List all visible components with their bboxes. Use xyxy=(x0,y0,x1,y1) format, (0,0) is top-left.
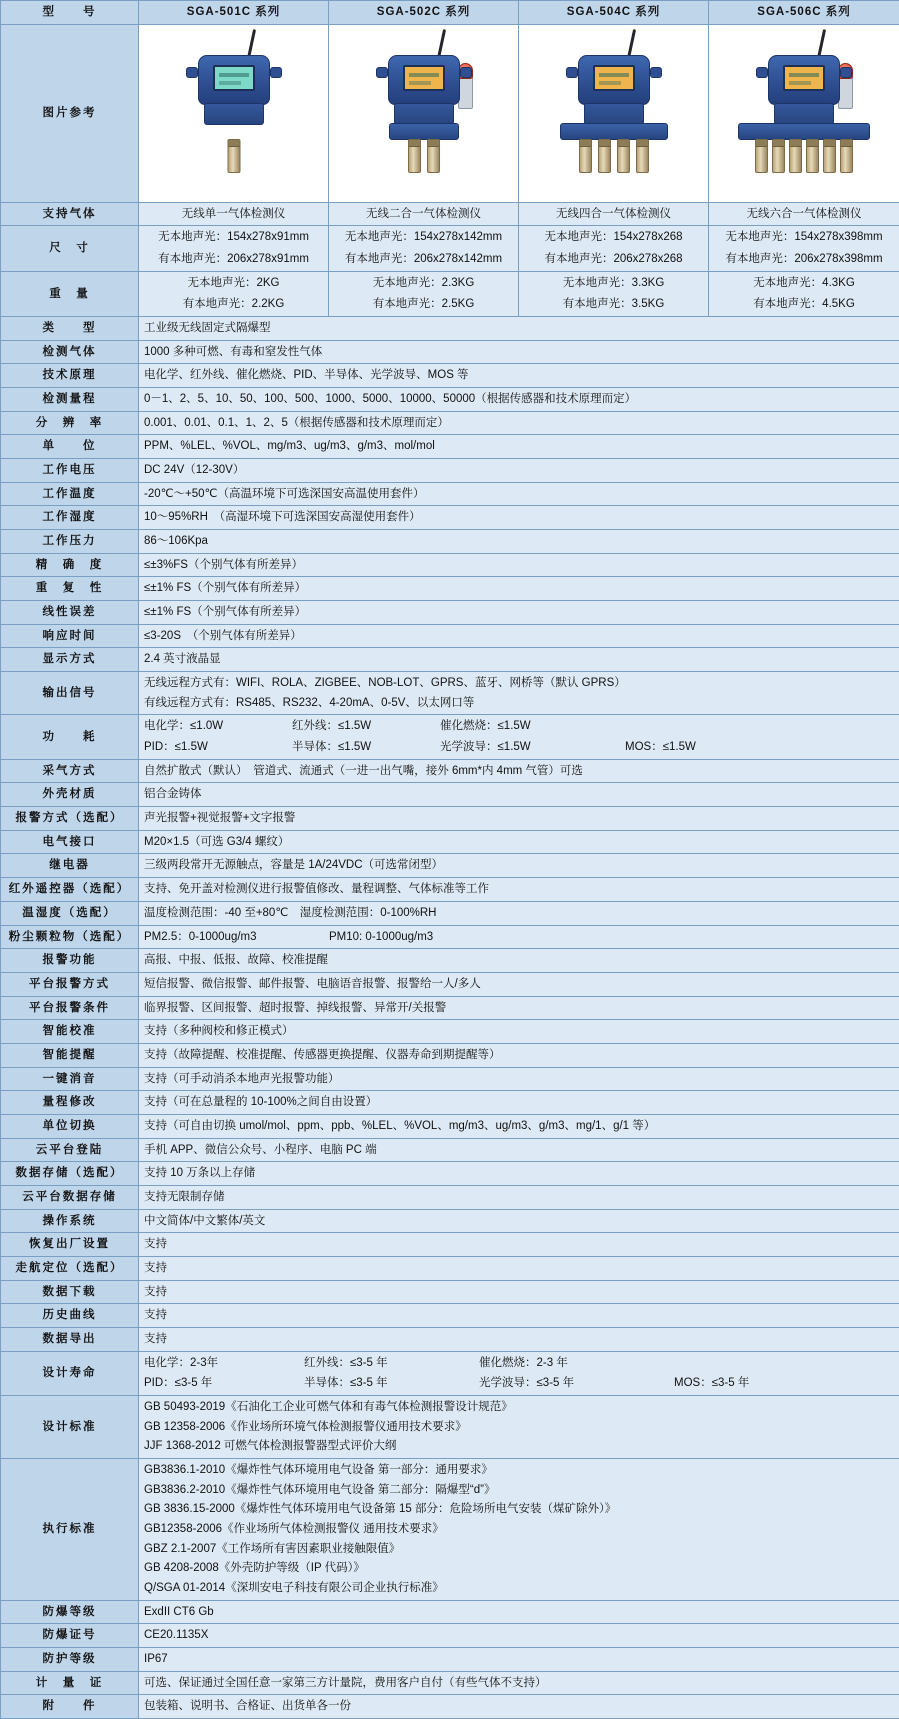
size-with-alarm: 有本地声光：206x278x91mm xyxy=(144,251,323,268)
table-row-alarm-mode xyxy=(1,807,899,831)
row-value-response-time: ≤3-20S （个别气体有所差异） xyxy=(139,624,899,648)
row-value-design-standard xyxy=(139,1395,899,1458)
row-label-output-signal: 输出信号 xyxy=(1,672,139,715)
size-no-alarm: 无本地声光：154x278x398mm xyxy=(714,229,894,246)
row-label-repeatability: 重 复 性 xyxy=(1,577,139,601)
size-no-alarm: 无本地声光：154x278x91mm xyxy=(144,229,323,246)
row-value-unit: PPM、%LEL、%VOL、mg/m3、ug/m3、g/m3、mol/mol xyxy=(139,435,899,459)
lcd-display xyxy=(783,65,825,91)
row-label-cloud-storage: 云平台数据存储 xyxy=(1,1185,139,1209)
probe-cap xyxy=(824,140,835,147)
weight-with-alarm: 有本地声光：2.2KG xyxy=(144,296,323,313)
row-value-temp-humidity-option: 温度检测范围：-40 至+80℃ 湿度检测范围：0-100%RH xyxy=(139,901,899,925)
display-line-2 xyxy=(789,81,811,85)
product-photo-1 xyxy=(139,24,329,202)
probe-cap xyxy=(637,140,648,147)
display-line-1 xyxy=(409,73,439,77)
row-label-factory-reset: 恢复出厂设置 xyxy=(1,1233,139,1257)
row-value-accuracy: ≤±3%FS（个别气体有所差异） xyxy=(139,553,899,577)
display-line-2 xyxy=(599,81,621,85)
row-label-pressure: 工作压力 xyxy=(1,530,139,554)
row-label-response-time: 响应时间 xyxy=(1,624,139,648)
lifespan-pid: PID：≤3-5 年 xyxy=(144,1375,304,1392)
sensor-probe-group xyxy=(227,139,240,173)
table-row-shell-material xyxy=(1,783,899,807)
support-gas-4: 无线六合一气体检测仪 xyxy=(709,202,899,226)
manifold xyxy=(560,123,668,140)
sensor-probe xyxy=(617,139,630,173)
row-value-exec-standard xyxy=(139,1458,899,1600)
power-pid: PID：≤1.5W xyxy=(144,739,292,756)
row-label-alarm-mode: 报警方式（选配） xyxy=(1,807,139,831)
probe-cap xyxy=(773,140,784,147)
row-value-gps-option: 支持 xyxy=(139,1256,899,1280)
weight-no-alarm: 无本地声光：2.3KG xyxy=(334,275,513,292)
row-label-metrology-cert: 计 量 证 xyxy=(1,1671,139,1695)
table-row-ex-cert-no xyxy=(1,1624,899,1648)
row-label-principle: 技术原理 xyxy=(1,364,139,388)
exec-standard-line: Q/SGA 01-2014《深圳安电子科技有限公司企业执行标准》 xyxy=(144,1580,894,1597)
weight-no-alarm: 无本地声光：2KG xyxy=(144,275,323,292)
row-label-design-lifespan: 设计寿命 xyxy=(1,1351,139,1395)
lifespan-line-1 xyxy=(144,1355,894,1372)
row-value-voltage: DC 24V（12-30V） xyxy=(139,459,899,483)
row-value-operating-system: 中文简体/中文繁体/英文 xyxy=(139,1209,899,1233)
sensor-probe-group xyxy=(579,139,649,173)
support-gas-1: 无线单一气体检测仪 xyxy=(139,202,329,226)
model-col-2: SGA-502C 系列 xyxy=(329,1,519,25)
row-label-shell-material: 外壳材质 xyxy=(1,783,139,807)
size-col-2 xyxy=(329,226,519,271)
power-line-1 xyxy=(144,718,894,735)
table-row-accuracy xyxy=(1,553,899,577)
table-row-ip-rating xyxy=(1,1648,899,1672)
sensor-probe xyxy=(789,139,802,173)
support-gas-2: 无线二合一气体检测仪 xyxy=(329,202,519,226)
table-row-output-signal xyxy=(1,672,899,715)
weight-no-alarm: 无本地声光：3.3KG xyxy=(524,275,703,292)
table-row-relay xyxy=(1,854,899,878)
dust-pm10: PM10: 0-1000ug/m3 xyxy=(329,929,514,946)
sensor-probe xyxy=(427,139,440,173)
table-row-design-standard xyxy=(1,1395,899,1458)
sensor-probe xyxy=(755,139,768,173)
row-label-smart-calibration: 智能校准 xyxy=(1,1020,139,1044)
detector-housing xyxy=(198,55,270,105)
row-label-range-modify: 量程修改 xyxy=(1,1091,139,1115)
table-row-support-gas xyxy=(1,202,899,226)
table-row-size xyxy=(1,226,899,271)
row-value-repeatability: ≤±1% FS（个别气体有所差异） xyxy=(139,577,899,601)
lcd-display xyxy=(593,65,635,91)
row-label-mute: 一键消音 xyxy=(1,1067,139,1091)
display-line-1 xyxy=(599,73,629,77)
model-col-4: SGA-506C 系列 xyxy=(709,1,899,25)
row-value-smart-reminder: 支持（故障提醒、校准提醒、传感器更换提醒、仪器寿命到期提醒等） xyxy=(139,1043,899,1067)
row-label-detect-gas: 检测气体 xyxy=(1,340,139,364)
table-row-alarm-function xyxy=(1,949,899,973)
row-value-platform-alarm-condition: 临界报警、区间报警、超时报警、掉线报警、异常开/关报警 xyxy=(139,996,899,1020)
mount-bracket-right xyxy=(840,67,852,78)
support-gas-3: 无线四合一气体检测仪 xyxy=(519,202,709,226)
row-label-smart-reminder: 智能提醒 xyxy=(1,1043,139,1067)
row-value-mute: 支持（可手动消杀本地声光报警功能） xyxy=(139,1067,899,1091)
row-value-detect-gas: 1000 多种可燃、有毒和窒发性气体 xyxy=(139,340,899,364)
power-line-2 xyxy=(144,739,894,756)
weight-with-alarm: 有本地声光：3.5KG xyxy=(524,296,703,313)
table-row-humidity xyxy=(1,506,899,530)
row-value-data-download: 支持 xyxy=(139,1280,899,1304)
row-label-platform-alarm-mode: 平台报警方式 xyxy=(1,972,139,996)
row-label-alarm-function: 报警功能 xyxy=(1,949,139,973)
table-row-repeatability xyxy=(1,577,899,601)
table-row-resolution xyxy=(1,411,899,435)
sensor-probe xyxy=(408,139,421,173)
probe-cap xyxy=(599,140,610,147)
power-optical: 光学波导：≤1.5W xyxy=(440,739,625,756)
model-col-1: SGA-501C 系列 xyxy=(139,1,329,25)
detector-base xyxy=(394,103,454,125)
row-label-data-storage: 数据存储（选配） xyxy=(1,1162,139,1186)
row-value-factory-reset: 支持 xyxy=(139,1233,899,1257)
probe-cap xyxy=(428,140,439,147)
row-label-dust: 粉尘颗粒物（选配） xyxy=(1,925,139,949)
weight-col-3 xyxy=(519,271,709,316)
table-row-data-download xyxy=(1,1280,899,1304)
exec-standard-line: GB12358-2006《作业场所气体检测报警仪 通用技术要求》 xyxy=(144,1521,894,1538)
table-row-principle xyxy=(1,364,899,388)
row-value-platform-alarm-mode: 短信报警、微信报警、邮件报警、电脑语音报警、报警给一人/多人 xyxy=(139,972,899,996)
manifold xyxy=(738,123,870,140)
row-value-data-export: 支持 xyxy=(139,1327,899,1351)
table-row-operating-system xyxy=(1,1209,899,1233)
detector-base xyxy=(204,103,264,125)
row-value-accessories: 包装箱、说明书、合格证、出货单各一份 xyxy=(139,1695,899,1719)
row-label-range: 检测量程 xyxy=(1,388,139,412)
dust-pm25: PM2.5：0-1000ug/m3 xyxy=(144,929,329,946)
mount-bracket-left xyxy=(186,67,198,78)
power-semiconductor: 半导体：≤1.5W xyxy=(292,739,440,756)
table-row-linearity xyxy=(1,601,899,625)
table-row-history-curve xyxy=(1,1304,899,1328)
probe-cap xyxy=(409,140,420,147)
row-value-unit-switch: 支持（可自由切换 umol/mol、ppm、ppb、%LEL、%VOL、mg/m3、ug/m3、g/m3、mg/1、g/1 等） xyxy=(139,1114,899,1138)
lifespan-line-2 xyxy=(144,1375,894,1392)
sensor-probe xyxy=(579,139,592,173)
row-value-ex-rating: ExdII CT6 Gb xyxy=(139,1600,899,1624)
row-value-linearity: ≤±1% FS（个别气体有所差异） xyxy=(139,601,899,625)
detector-base xyxy=(774,103,834,125)
weight-col-2 xyxy=(329,271,519,316)
row-value-shell-material: 铝合金铸体 xyxy=(139,783,899,807)
table-row-response-time xyxy=(1,624,899,648)
row-value-design-lifespan xyxy=(139,1351,899,1395)
four-in-one-gas-detector-illustration xyxy=(539,29,689,197)
row-value-electrical-interface: M20×1.5（可选 G3/4 螺纹） xyxy=(139,830,899,854)
row-label-unit: 单 位 xyxy=(1,435,139,459)
table-row-power xyxy=(1,715,899,759)
size-no-alarm: 无本地声光：154x278x142mm xyxy=(334,229,513,246)
weight-no-alarm: 无本地声光：4.3KG xyxy=(714,275,894,292)
table-row-accessories xyxy=(1,1695,899,1719)
row-label-voltage: 工作电压 xyxy=(1,459,139,483)
table-row-ir-remote xyxy=(1,878,899,902)
mount-bracket-right xyxy=(650,67,662,78)
lifespan-catalytic: 催化燃烧：2-3 年 xyxy=(479,1355,674,1372)
row-value-relay: 三级两段常开无源触点，容量是 1A/24VDC（可选常闭型） xyxy=(139,854,899,878)
power-blank xyxy=(625,718,775,735)
row-label-platform-alarm-condition: 平台报警条件 xyxy=(1,996,139,1020)
row-value-smart-calibration: 支持（多种阀校和修正模式） xyxy=(139,1020,899,1044)
exec-standard-line: GB3836.2-2010《爆炸性气体环境用电气设备 第二部分：隔爆型“d”》 xyxy=(144,1482,894,1499)
row-value-cloud-storage: 支持无限制存储 xyxy=(139,1185,899,1209)
table-row-smart-reminder xyxy=(1,1043,899,1067)
detector-base xyxy=(584,103,644,125)
table-row-electrical-interface xyxy=(1,830,899,854)
row-value-temperature: -20℃～+50℃（高温环境下可选深国安高温使用套件） xyxy=(139,482,899,506)
row-label-resolution: 分 辨 率 xyxy=(1,411,139,435)
table-row-temp-humidity-option xyxy=(1,901,899,925)
probe-cap xyxy=(618,140,629,147)
table-row-unit-switch xyxy=(1,1114,899,1138)
row-label-data-download: 数据下载 xyxy=(1,1280,139,1304)
row-label-ex-cert-no: 防爆证号 xyxy=(1,1624,139,1648)
row-label-relay: 继电器 xyxy=(1,854,139,878)
size-with-alarm: 有本地声光：206x278x268 xyxy=(524,251,703,268)
sensor-probe-group xyxy=(755,139,853,173)
table-row-temperature xyxy=(1,482,899,506)
table-row-gps-option xyxy=(1,1256,899,1280)
row-label-temperature: 工作温度 xyxy=(1,482,139,506)
row-label-cloud-login: 云平台登陆 xyxy=(1,1138,139,1162)
sensor-probe xyxy=(840,139,853,173)
row-label-accuracy: 精 确 度 xyxy=(1,553,139,577)
row-label-sampling: 采气方式 xyxy=(1,759,139,783)
table-row-cloud-login xyxy=(1,1138,899,1162)
power-mos: MOS：≤1.5W xyxy=(625,739,775,756)
row-value-dust xyxy=(139,925,899,949)
row-label-support-gas: 支持气体 xyxy=(1,202,139,226)
row-label-weight: 重 量 xyxy=(1,271,139,316)
row-label-size: 尺 寸 xyxy=(1,226,139,271)
sensor-probe xyxy=(636,139,649,173)
weight-col-1 xyxy=(139,271,329,316)
row-value-type: 工业级无线固定式隔爆型 xyxy=(139,317,899,341)
row-value-pressure: 86～106Kpa xyxy=(139,530,899,554)
row-label-image-reference: 图片参考 xyxy=(1,24,139,202)
display-line-1 xyxy=(789,73,819,77)
row-value-range: 0－1、2、5、10、50、100、500、1000、5000、10000、50000（根据传感器和技术原理而定） xyxy=(139,388,899,412)
probe-cap xyxy=(807,140,818,147)
row-label-ip-rating: 防护等级 xyxy=(1,1648,139,1672)
table-row-cloud-storage xyxy=(1,1185,899,1209)
table-row-range xyxy=(1,388,899,412)
power-electrochemical: 电化学：≤1.0W xyxy=(144,718,292,735)
row-value-ex-cert-no: CE20.1135X xyxy=(139,1624,899,1648)
row-label-design-standard: 设计标准 xyxy=(1,1395,139,1458)
table-row-image-reference xyxy=(1,24,899,202)
row-label-model: 型 号 xyxy=(1,1,139,25)
row-value-output-signal xyxy=(139,672,899,715)
lifespan-semiconductor: 半导体：≤3-5 年 xyxy=(304,1375,479,1392)
table-row-detect-gas xyxy=(1,340,899,364)
table-row-type xyxy=(1,317,899,341)
size-col-3 xyxy=(519,226,709,271)
table-row-display xyxy=(1,648,899,672)
size-col-4 xyxy=(709,226,899,271)
detector-housing xyxy=(388,55,460,105)
table-row-voltage xyxy=(1,459,899,483)
detector-housing xyxy=(768,55,840,105)
table-row-design-lifespan xyxy=(1,1351,899,1395)
sensor-probe xyxy=(823,139,836,173)
alarm-beacon-icon xyxy=(838,75,853,109)
exec-standard-line: GB3836.1-2010《爆炸性气体环境用电气设备 第一部分：通用要求》 xyxy=(144,1462,894,1479)
wired-options: 有线远程方式有：RS485、RS232、4-20mA、0-5V、以太网口等 xyxy=(144,695,894,712)
single-gas-detector-illustration xyxy=(159,29,309,197)
table-row-mute xyxy=(1,1067,899,1091)
probe-cap xyxy=(756,140,767,147)
sensor-probe xyxy=(806,139,819,173)
row-label-unit-switch: 单位切换 xyxy=(1,1114,139,1138)
alarm-beacon-icon xyxy=(458,75,473,109)
row-value-sampling: 自然扩散式（默认） 管道式、流通式（一进一出气嘴，接外 6mm*内 4mm 气管）可选 xyxy=(139,759,899,783)
model-col-3: SGA-504C 系列 xyxy=(519,1,709,25)
table-row-range-modify xyxy=(1,1091,899,1115)
table-row-smart-calibration xyxy=(1,1020,899,1044)
table-row-weight xyxy=(1,271,899,316)
row-label-electrical-interface: 电气接口 xyxy=(1,830,139,854)
row-value-data-storage: 支持 10 万条以上存储 xyxy=(139,1162,899,1186)
weight-with-alarm: 有本地声光：2.5KG xyxy=(334,296,513,313)
size-with-alarm: 有本地声光：206x278x398mm xyxy=(714,251,894,268)
manifold xyxy=(389,123,459,140)
row-label-ex-rating: 防爆等级 xyxy=(1,1600,139,1624)
row-value-ir-remote: 支持、免开盖对检测仪进行报警值修改、量程调整、气体标准等工作 xyxy=(139,878,899,902)
row-value-range-modify: 支持（可在总量程的 10-100%之间自由设置） xyxy=(139,1091,899,1115)
table-row-dust xyxy=(1,925,899,949)
lifespan-optical: 光学波导：≤3-5 年 xyxy=(479,1375,674,1392)
row-label-power: 功 耗 xyxy=(1,715,139,759)
table-row-exec-standard xyxy=(1,1458,899,1600)
wireless-options: 无线远程方式有：WIFI、ROLA、ZIGBEE、NOB-LOT、GPRS、蓝牙、网桥等（默认 GPRS） xyxy=(144,675,894,692)
table-row-data-storage xyxy=(1,1162,899,1186)
exec-standard-line: GB 3836.15-2000《爆炸性气体环境用电气设备第 15 部分：危险场所电气安装（煤矿除外）》 xyxy=(144,1501,894,1518)
row-label-exec-standard: 执行标准 xyxy=(1,1458,139,1600)
row-label-temp-humidity-option: 温湿度（选配） xyxy=(1,901,139,925)
lifespan-mos: MOS：≤3-5 年 xyxy=(674,1375,824,1392)
sensor-probe-group xyxy=(408,139,440,173)
row-value-alarm-mode: 声光报警+视觉报警+文字报警 xyxy=(139,807,899,831)
sensor-probe xyxy=(772,139,785,173)
product-photo-4 xyxy=(709,24,899,202)
detector-housing xyxy=(578,55,650,105)
display-line-2 xyxy=(409,81,431,85)
exec-standard-line: GB 4208-2008《外壳防护等级（IP 代码）》 xyxy=(144,1560,894,1577)
row-value-principle: 电化学、红外线、催化燃烧、PID、半导体、光学波导、MOS 等 xyxy=(139,364,899,388)
lcd-display xyxy=(213,65,255,91)
table-row-metrology-cert xyxy=(1,1671,899,1695)
table-row-factory-reset xyxy=(1,1233,899,1257)
table-row-pressure xyxy=(1,530,899,554)
design-standard-line: GB 50493-2019《石油化工企业可燃气体和有毒气体检测报警设计规范》 xyxy=(144,1399,894,1416)
row-value-resolution: 0.001、0.01、0.1、1、2、5（根据传感器和技术原理而定） xyxy=(139,411,899,435)
probe-cap xyxy=(228,140,239,147)
sensor-probe xyxy=(227,139,240,173)
row-label-ir-remote: 红外遥控器（选配） xyxy=(1,878,139,902)
table-row-unit xyxy=(1,435,899,459)
probe-cap xyxy=(580,140,591,147)
two-in-one-gas-detector-illustration xyxy=(349,29,499,197)
row-label-linearity: 线性误差 xyxy=(1,601,139,625)
table-row-model xyxy=(1,1,899,25)
row-label-humidity: 工作湿度 xyxy=(1,506,139,530)
lifespan-blank xyxy=(674,1355,824,1372)
six-in-one-gas-detector-illustration xyxy=(729,29,879,197)
power-catalytic: 催化燃烧：≤1.5W xyxy=(440,718,625,735)
table-row-platform-alarm-mode xyxy=(1,972,899,996)
row-label-gps-option: 走航定位（选配） xyxy=(1,1256,139,1280)
row-value-alarm-function: 高报、中报、低报、故障、校准提醒 xyxy=(139,949,899,973)
power-infrared: 红外线：≤1.5W xyxy=(292,718,440,735)
exec-standard-line: GBZ 2.1-2007《工作场所有害因素职业接触限值》 xyxy=(144,1541,894,1558)
row-value-metrology-cert: 可选、保证通过全国任意一家第三方计量院，费用客户自付（有些气体不支持） xyxy=(139,1671,899,1695)
table-row-sampling xyxy=(1,759,899,783)
row-label-operating-system: 操作系统 xyxy=(1,1209,139,1233)
mount-bracket-left xyxy=(756,67,768,78)
table-row-data-export xyxy=(1,1327,899,1351)
size-with-alarm: 有本地声光：206x278x142mm xyxy=(334,251,513,268)
weight-col-4 xyxy=(709,271,899,316)
design-standard-line: GB 12358-2006《作业场所环境气体检测报警仪通用技术要求》 xyxy=(144,1419,894,1436)
mount-bracket-left xyxy=(566,67,578,78)
row-value-ip-rating: IP67 xyxy=(139,1648,899,1672)
lcd-display xyxy=(403,65,445,91)
display-line-2 xyxy=(219,81,241,85)
probe-cap xyxy=(790,140,801,147)
product-photo-2 xyxy=(329,24,519,202)
size-no-alarm: 无本地声光：154x278x268 xyxy=(524,229,703,246)
size-col-1 xyxy=(139,226,329,271)
mount-bracket-left xyxy=(376,67,388,78)
table-row-platform-alarm-condition xyxy=(1,996,899,1020)
row-value-history-curve: 支持 xyxy=(139,1304,899,1328)
row-label-accessories: 附 件 xyxy=(1,1695,139,1719)
row-label-history-curve: 历史曲线 xyxy=(1,1304,139,1328)
mount-bracket-right xyxy=(270,67,282,78)
weight-with-alarm: 有本地声光：4.5KG xyxy=(714,296,894,313)
row-value-cloud-login: 手机 APP、微信公众号、小程序、电脑 PC 端 xyxy=(139,1138,899,1162)
probe-cap xyxy=(841,140,852,147)
display-line-1 xyxy=(219,73,249,77)
row-value-humidity: 10～95%RH （高湿环境下可选深国安高湿使用套件） xyxy=(139,506,899,530)
row-value-power xyxy=(139,715,899,759)
product-photo-3 xyxy=(519,24,709,202)
row-label-data-export: 数据导出 xyxy=(1,1327,139,1351)
lifespan-electrochemical: 电化学：2-3年 xyxy=(144,1355,304,1372)
dust-line xyxy=(144,929,894,946)
row-label-type: 类 型 xyxy=(1,317,139,341)
sensor-probe xyxy=(598,139,611,173)
mount-bracket-right xyxy=(460,67,472,78)
lifespan-infrared: 红外线：≤3-5 年 xyxy=(304,1355,479,1372)
design-standard-line: JJF 1368-2012 可燃气体检测报警器型式评价大纲 xyxy=(144,1438,894,1455)
row-value-display: 2.4 英寸液晶显 xyxy=(139,648,899,672)
row-label-display: 显示方式 xyxy=(1,648,139,672)
